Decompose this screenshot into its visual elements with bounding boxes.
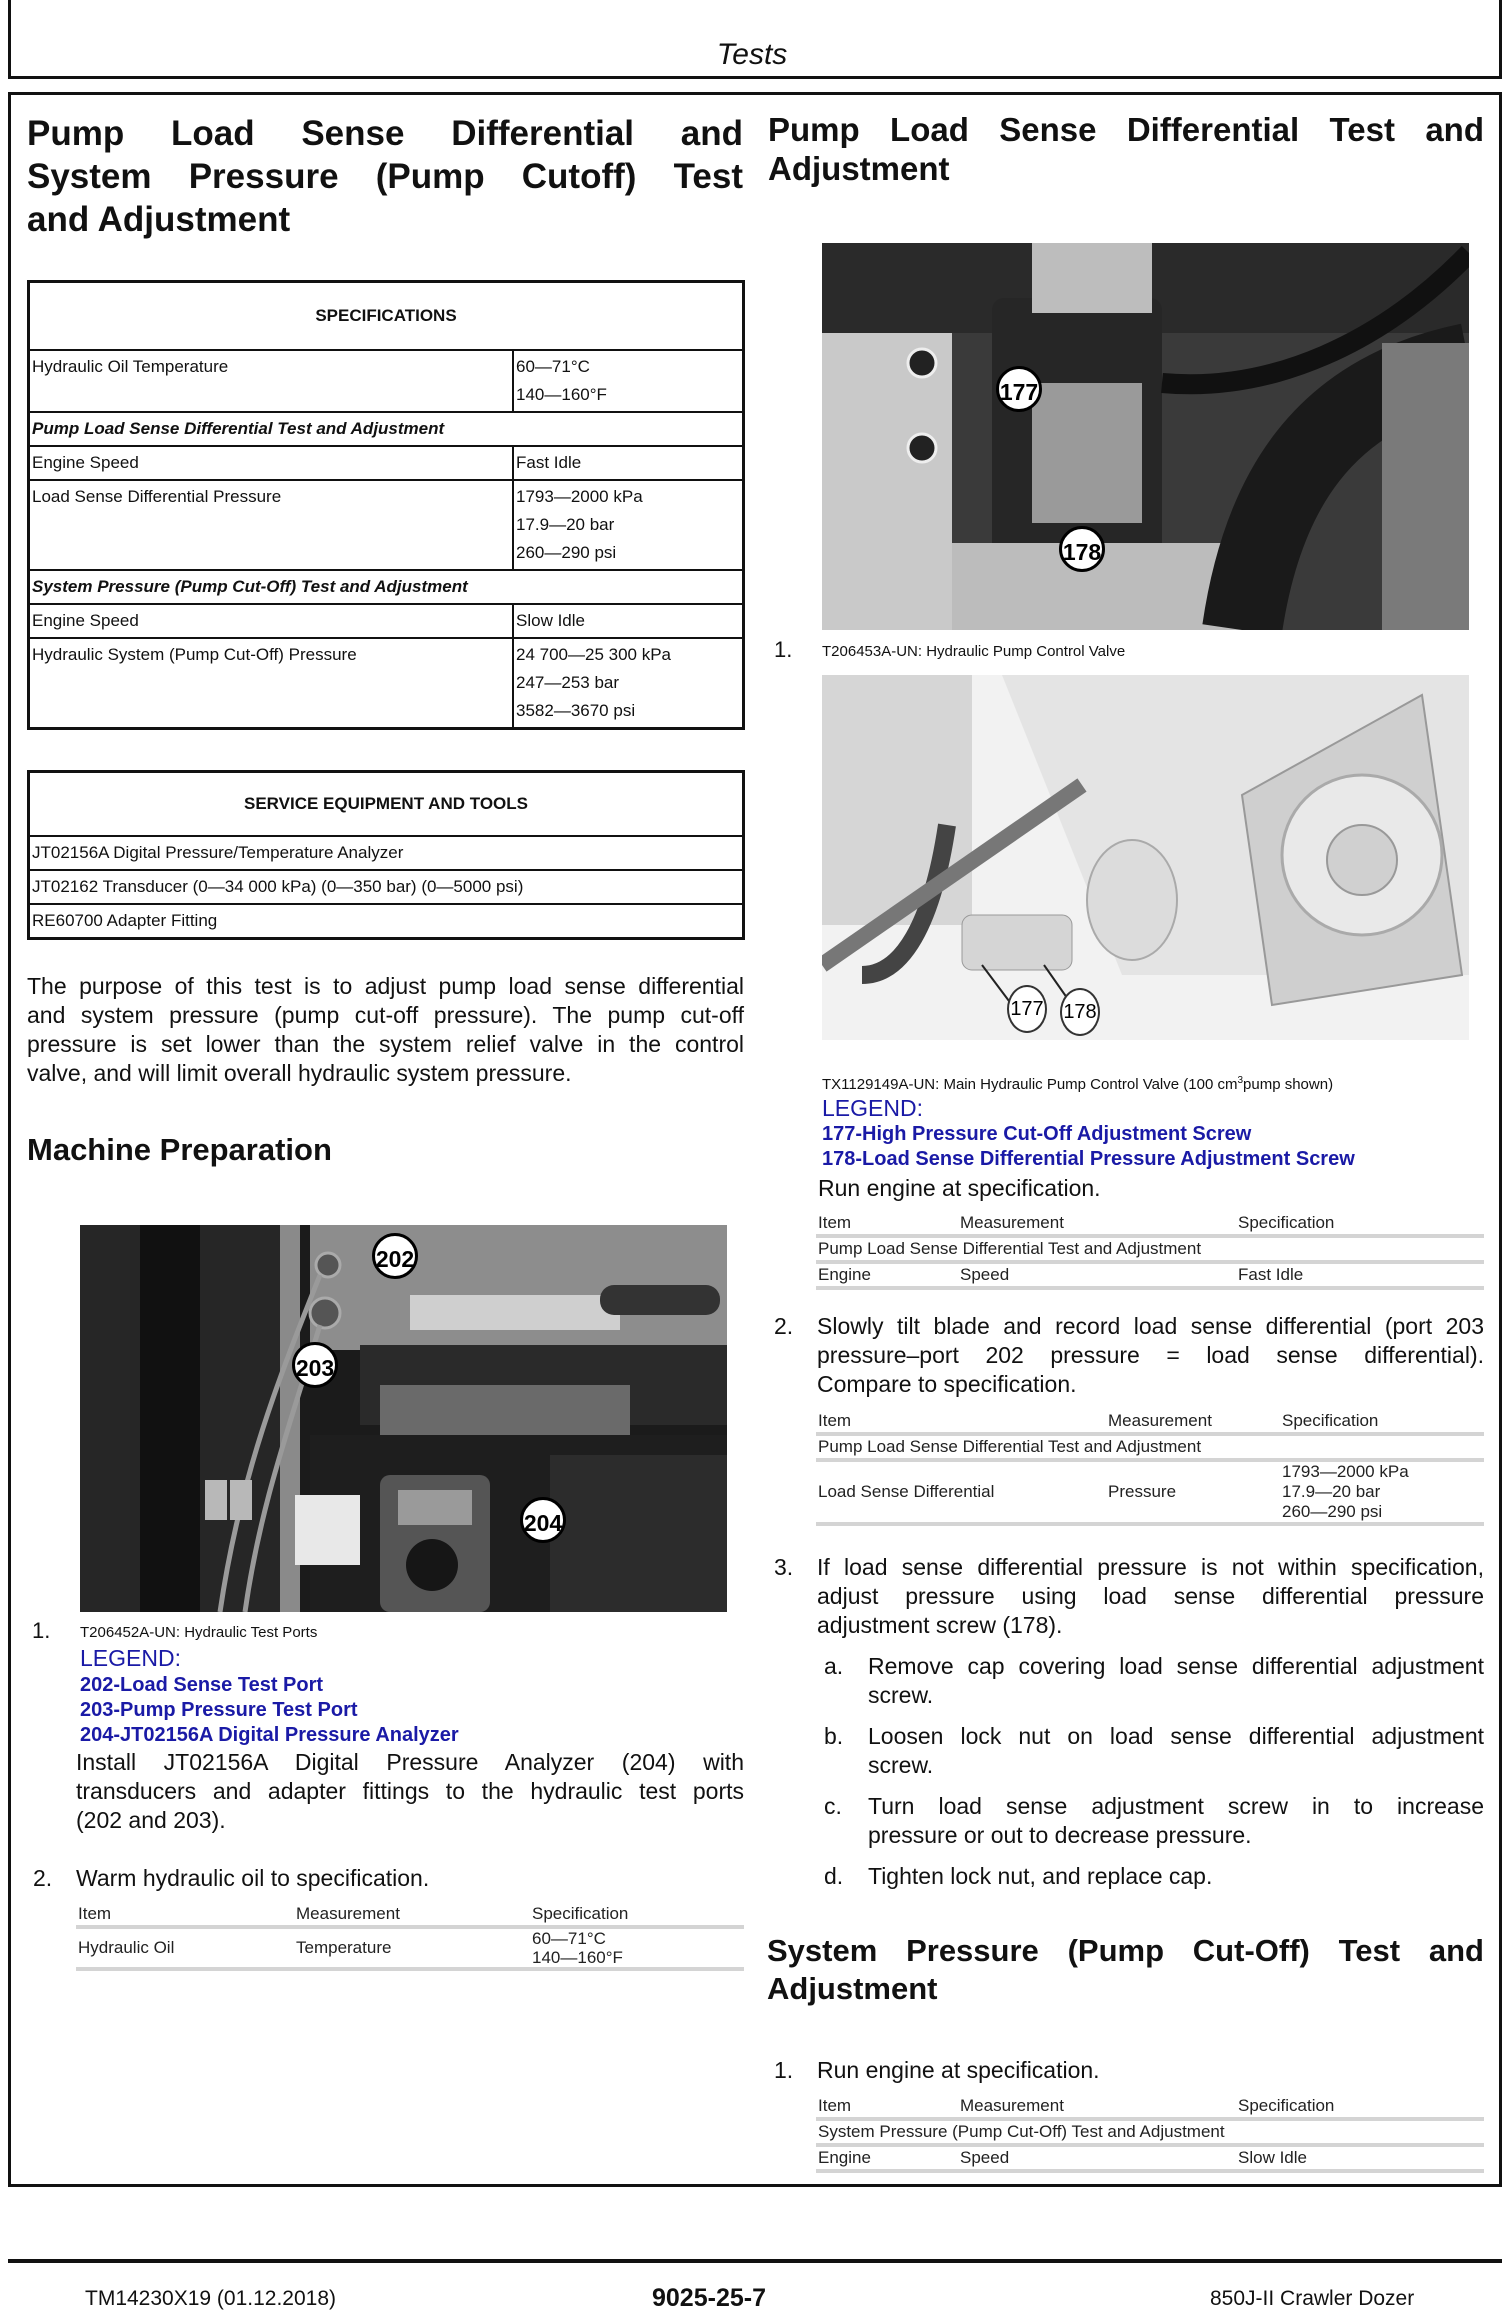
legend-item: 203-Pump Pressure Test Port [80,1699,358,1721]
table-cell: 1793—2000 kPa 17.9—20 bar 260—290 psi [1280,1460,1484,1524]
substep-text: Remove cap covering load sense differential adjustment screw. [868,1653,1484,1708]
specifications-table [27,280,745,730]
slow-idle-spec-table [816,2095,1484,2173]
table-cell: Slow Idle [1236,2145,1484,2171]
column-header: Item [816,2095,958,2119]
title-line: System Pressure (Pump Cutoff) Test [27,157,743,196]
paragraph-line: adjustment screw (178). [817,1612,1063,1638]
table-cell: Pressure [1106,1460,1280,1524]
substep-text: Tighten lock nut, and replace cap. [868,1863,1213,1889]
column-header: Measurement [294,1903,530,1927]
step-number: 1. [774,2057,794,2083]
spec-row [29,446,744,480]
table-section: System Pressure (Pump Cut-Off) Test and Adjustment [816,2119,1484,2145]
spec-item: Engine Speed [29,604,514,638]
column-header: Measurement [958,1212,1236,1236]
purpose-paragraph [27,972,744,1088]
substep-text: Turn load sense adjustment screw in to increase pressure or out to decrease pressure. [868,1793,1484,1848]
paragraph-line: (202 and 203). [76,1807,226,1833]
substep-letter: d. [824,1863,844,1889]
column-header: Measurement [1106,1410,1280,1434]
spec-value: 1793—2000 kPa 17.9—20 bar 260—290 psi [513,480,744,570]
paragraph-line: If load sense differential pressure is not within specification, [817,1554,1484,1580]
spec-section-label: Pump Load Sense Differential Test and Adjustment [29,412,744,446]
title-line: Pump Load Sense Differential Test and [768,111,1484,148]
table-cell: Temperature [294,1927,530,1969]
callout-177: 177 [1007,985,1047,1033]
column-header: Measurement [958,2095,1236,2119]
paragraph-line: pressure–port 202 pressure = load sense differential). [817,1342,1484,1368]
figure-caption: TX1129149A-UN: Main Hydraulic Pump Control Valve (100 $cm^3pump$ shown) [822,1075,1334,1093]
machine-preparation-heading: Machine Preparation [27,1132,332,1167]
tool-item: JT02156A Digital Pressure/Temperature Analyzer [29,836,744,870]
paragraph-line: transducers and adapter fittings to the hydraulic test ports [76,1778,744,1804]
spec-value: Fast Idle [513,446,744,480]
column-header: Item [816,1410,1106,1434]
paragraph-line: and system pressure (pump cut-off pressure). The pump cut-off [27,1002,744,1028]
step-text [817,1312,1484,1399]
step-number: 2. [774,1313,794,1339]
step-text [817,1553,1484,1640]
step-text: Run engine at specification. [817,2057,1100,2083]
legend-heading: LEGEND: [822,1095,923,1121]
table-cell: Hydraulic Oil [76,1927,294,1969]
hydraulic-test-ports-photo [80,1225,727,1612]
table-cell: Load Sense Differential [816,1460,1106,1524]
substep-text: Loosen lock nut on load sense differential adjustment screw. [868,1723,1484,1778]
callout-202: 202 [372,1233,418,1279]
figure-number: 1. [774,637,793,662]
legend-item: 204-JT02156A Digital Pressure Analyzer [80,1724,459,1746]
callout-203: 203 [292,1342,338,1388]
figure-caption: T206453A-UN: Hydraulic Pump Control Valve [822,643,1126,660]
table-cell: 60—71°C 140—160°F [530,1927,744,1969]
legend-item: 177-High Pressure Cut-Off Adjustment Screw [822,1123,1252,1145]
page-title [27,112,743,241]
spec-section-row [29,412,744,446]
footer-doc-id: TM14230X19 (01.12.2018) [85,2287,337,2310]
substep-letter: a. [824,1653,844,1679]
column-header: Item [76,1903,294,1927]
pump-control-valve-photo [822,243,1469,630]
tool-item: JT02162 Transducer (0—34 000 kPa) (0—350 bar) (0—5000 psi) [29,870,744,904]
paragraph-line: adjust pressure using load sense differential pressure [817,1583,1484,1609]
table-cell: Speed [958,1262,1236,1288]
oil-temp-spec-table [76,1903,744,1971]
photo-illustration [822,675,1469,1040]
step-text: Warm hydraulic oil to specification. [76,1865,430,1891]
load-sense-spec-table [816,1410,1484,1526]
tool-item: RE60700 Adapter Fitting [29,904,744,939]
step-number: 2. [33,1865,53,1891]
footer-rule [8,2259,1502,2263]
legend-heading: LEGEND: [80,1645,181,1671]
photo-illustration [80,1225,727,1612]
spec-section-label: System Pressure (Pump Cut-Off) Test and Adjustment [29,570,744,604]
callout-177: 177 [996,366,1042,412]
title-line: Adjustment [768,150,950,187]
paragraph-line: Compare to specification. [817,1371,1077,1397]
spec-row [29,604,744,638]
install-instructions [76,1748,744,1835]
spec-row [29,638,744,729]
footer-page-number: 9025-25-7 [652,2284,766,2312]
spec-item: Hydraulic Oil Temperature [29,350,514,412]
table-cell: Engine [816,2145,958,2171]
spec-item: Hydraulic System (Pump Cut-Off) Pressure [29,638,514,729]
figure-caption: T206452A-UN: Hydraulic Test Ports [80,1624,318,1641]
column-header: Specification [1236,2095,1484,2119]
title-line: and Adjustment [27,200,291,239]
footer-model: 850J-II Crawler Dozer [1210,2287,1415,2310]
right-section-title [768,110,1484,188]
spec-row [29,480,744,570]
table-cell: Speed [958,2145,1236,2171]
column-header: Specification [530,1903,744,1927]
table-section: Pump Load Sense Differential Test and Adjustment [816,1236,1484,1262]
title-line: Pump Load Sense Differential and [27,114,743,153]
substep-letter: c. [824,1793,842,1819]
step-number: 3. [774,1554,794,1580]
column-header: Specification [1280,1410,1484,1434]
column-header: Item [816,1212,958,1236]
tools-table [27,770,745,940]
photo-illustration [822,243,1469,630]
spec-value: 60—71°C 140—160°F [513,350,744,412]
paragraph-line: valve, and will limit overall hydraulic system pressure. [27,1060,572,1086]
main-pump-control-valve-illustration [822,675,1469,1040]
table-cell: Engine [816,1262,958,1288]
title-line: System Pressure (Pump Cut-Off) Test and [767,1933,1484,1968]
spec-value: Slow Idle [513,604,744,638]
spec-item: Load Sense Differential Pressure [29,480,514,570]
legend-item: 178-Load Sense Differential Pressure Adjustment Screw [822,1148,1355,1170]
spec-section-row [29,570,744,604]
tools-heading: SERVICE EQUIPMENT AND TOOLS [29,772,744,837]
callout-178: 178 [1059,526,1105,572]
paragraph-line: Slowly tilt blade and record load sense differential (port 203 [817,1313,1484,1339]
substep-letter: b. [824,1723,844,1749]
column-header: Specification [1236,1212,1484,1236]
spec-value: 24 700—25 300 kPa 247—253 bar 3582—3670 psi [513,638,744,729]
run-engine-text: Run engine at specification. [818,1175,1101,1201]
paragraph-line: The purpose of this test is to adjust pump load sense differential [27,973,744,999]
table-cell: Fast Idle [1236,1262,1484,1288]
figure-number: 1. [32,1618,51,1643]
paragraph-line: pressure is set lower than the system relief valve in the control [27,1031,744,1057]
table-section: Pump Load Sense Differential Test and Adjustment [816,1434,1484,1460]
callout-204: 204 [520,1497,566,1543]
system-pressure-heading [767,1932,1484,2008]
title-line: Adjustment [767,1971,938,2006]
callout-178: 178 [1060,988,1100,1036]
spec-row [29,350,744,412]
legend-item: 202-Load Sense Test Port [80,1674,324,1696]
specifications-heading: SPECIFICATIONS [29,282,744,351]
fast-idle-spec-table [816,1212,1484,1290]
spec-item: Engine Speed [29,446,514,480]
section-title: Tests [716,38,788,71]
paragraph-line: Install JT02156A Digital Pressure Analyzer (204) with [76,1749,744,1775]
